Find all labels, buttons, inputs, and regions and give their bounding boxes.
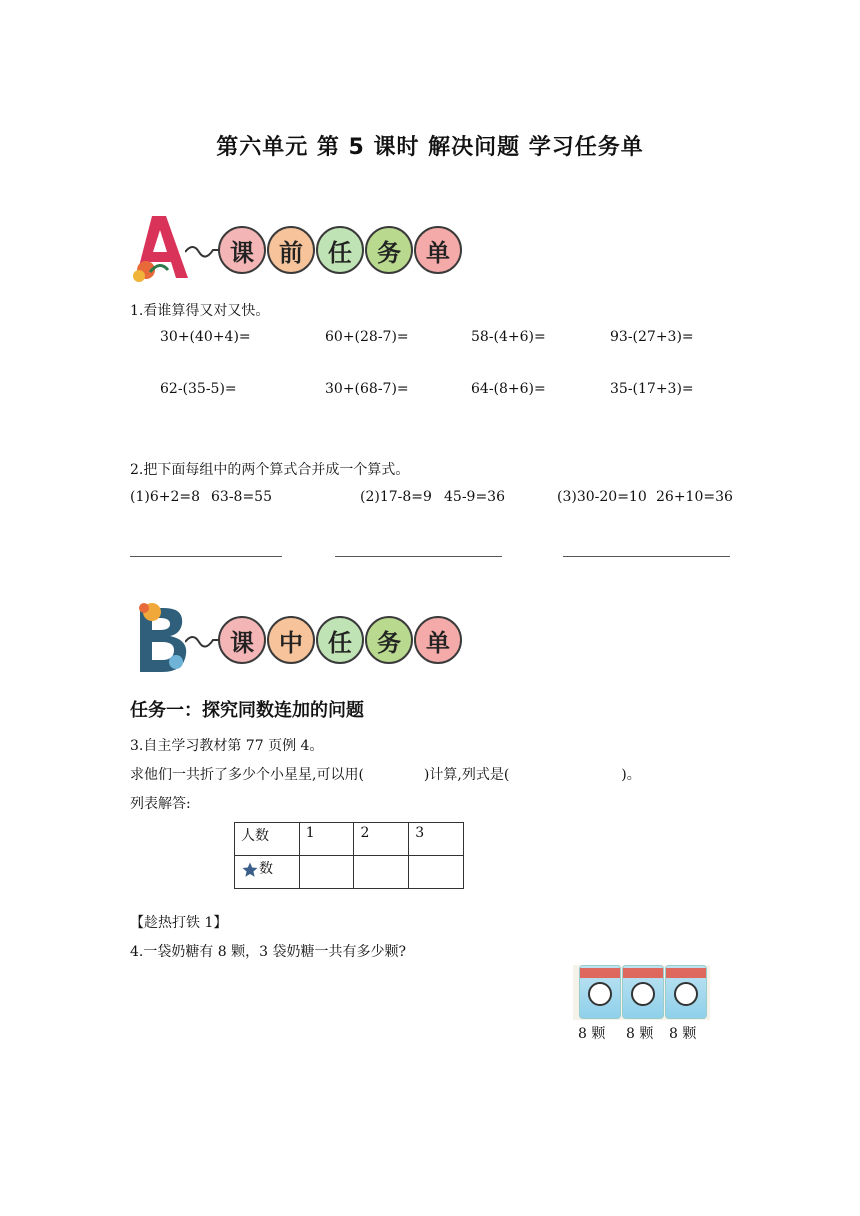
q3-line2-part3: )。 [621,767,641,783]
banner-a-char-3: 任 [316,226,364,274]
answer-line-3[interactable] [563,556,730,557]
q3-line1: 3.自主学习教材第 77 页例 4。 [130,738,324,754]
table-header-cell: 1 [299,823,354,856]
q1-expr: 30+(40+4)= [160,329,251,345]
q3-line2-part1: 求他们一共折了多少个小星星,可以用( [130,767,364,783]
q2-expr: 63-8=55 [211,489,272,505]
q2-expr: (3)30-20=10 [557,489,647,505]
banner-b-char-2: 中 [267,616,315,664]
letter-b-icon [130,602,192,674]
q1-expr: 35-(17+3)= [610,381,694,397]
q1-expr: 30+(68-7)= [325,381,409,397]
page-title: 第六单元 第 5 课时 解决问题 学习任务单 [216,135,644,160]
q2-expr: 45-9=36 [444,489,505,505]
q1-expr: 93-(27+3)= [610,329,694,345]
candy-label: 8 颗 [578,1026,606,1042]
table-header-cell: 人数 [235,823,300,856]
banner-in-class [130,602,475,674]
table-cell-input[interactable] [409,856,464,889]
q1-expr: 64-(8+6)= [471,381,546,397]
table-cell-input[interactable] [299,856,354,889]
banner-a-char-5: 单 [414,226,462,274]
q3-line2-part2: )计算,列式是( [423,767,510,783]
q3-line3: 列表解答: [130,796,191,812]
table-cell-input[interactable] [354,856,409,889]
q1-expr: 58-(4+6)= [471,329,546,345]
task1-heading: 任务一：探究同数连加的问题 [130,700,364,721]
star-icon [241,861,259,879]
q3-line2 [130,764,641,784]
q2-prompt: 2.把下面每组中的两个算式合并成一个算式。 [130,462,410,478]
banner-a-char-4: 务 [365,226,413,274]
banner-b-char-3: 任 [316,616,364,664]
banner-pre-class [130,212,475,284]
banner-b-char-1: 课 [218,616,266,664]
answer-line-2[interactable] [335,556,502,557]
table-row-label [235,856,300,889]
q2-expr: (1)6+2=8 [130,489,201,505]
table-row-label-text: 数 [259,861,273,877]
answer-line-1[interactable] [130,556,282,557]
table-header-cell: 2 [354,823,409,856]
q1-expr: 60+(28-7)= [325,329,409,345]
table-header-cell: 3 [409,823,464,856]
q1-prompt: 1.看谁算得又对又快。 [130,303,270,319]
candy-bag-icon [665,965,707,1019]
practice-heading: 【趁热打铁 1】 [130,915,228,931]
candy-bag-icon [579,965,621,1019]
q2-expr: (2)17-8=9 [360,489,432,505]
candy-bag-icon [622,965,664,1019]
answer-table [234,822,464,889]
candy-label: 8 颗 [669,1026,697,1042]
letter-a-icon [130,212,192,284]
candy-label: 8 颗 [626,1026,654,1042]
banner-b-char-5: 单 [414,616,462,664]
q1-expr: 62-(35-5)= [160,381,237,397]
q4-prompt: 4.一袋奶糖有 8 颗，3 袋奶糖一共有多少颗? [130,944,407,960]
candy-bags-image [573,965,710,1020]
banner-a-char-2: 前 [267,226,315,274]
q2-expr: 26+10=36 [656,489,733,505]
banner-a-char-1: 课 [218,226,266,274]
banner-b-char-4: 务 [365,616,413,664]
